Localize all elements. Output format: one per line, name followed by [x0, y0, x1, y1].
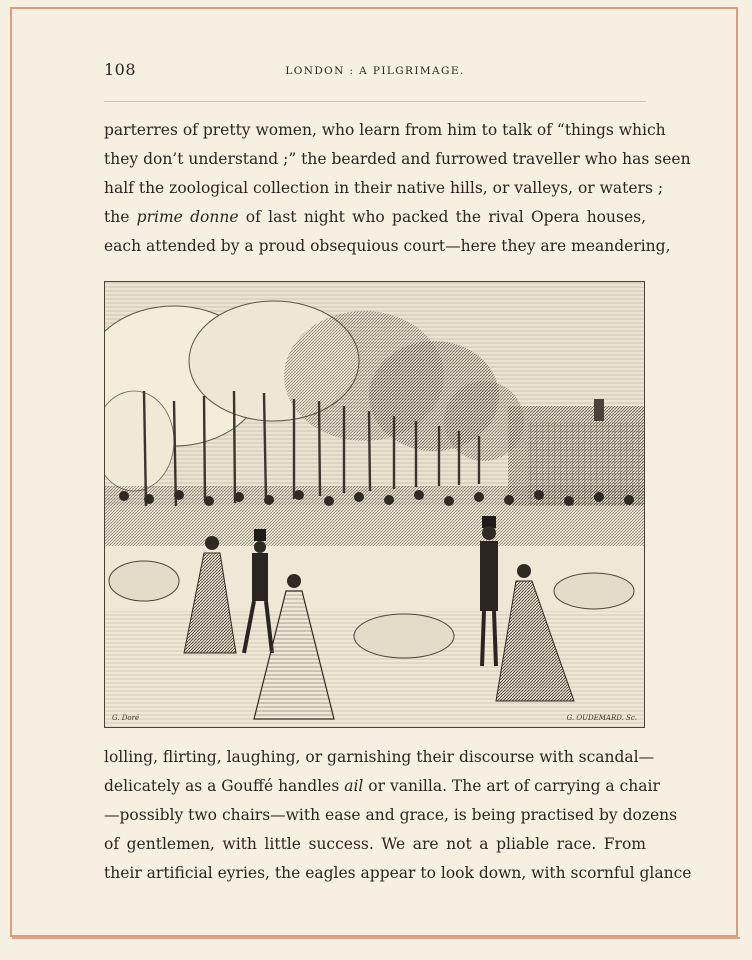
text-block-top: [104, 116, 691, 261]
bottom-rule: [12, 937, 740, 939]
text-segment: parterres of pretty women, who learn from him to talk of “things which: [104, 121, 666, 139]
text-block-bottom: [104, 743, 692, 888]
text-segment: they don’t understand ;” the bearded and furrowed traveller who has seen: [104, 150, 691, 168]
text-segment: of last night who packed the rival Opera houses,: [238, 208, 646, 226]
text-segment: —possibly two chairs—with ease and grace, is being practised by dozens: [104, 806, 678, 824]
crowd: [104, 486, 645, 546]
text-segment: delicately as a Gouffé handles: [104, 777, 345, 795]
text-line: [104, 859, 692, 888]
running-head: LONDON : A PILGRIMAGE.: [285, 65, 465, 77]
text-segment: their artificial eyries, the eagles appear to look down, with scornful glance: [104, 864, 692, 882]
text-line: [104, 145, 691, 174]
text-segment: or vanilla. The art of carrying a chair: [363, 777, 660, 795]
text-segment: the: [104, 208, 137, 226]
text-segment: of gentlemen, with little success. We are not a pliable race. From: [104, 835, 646, 853]
text-line: [104, 801, 678, 830]
text-line: [104, 203, 646, 232]
text-line: [104, 116, 666, 145]
italic-phrase: ail: [344, 777, 364, 795]
artist-signature: G. Doré: [112, 714, 140, 722]
page-header: [104, 60, 646, 90]
text-segment: half the zoological collection in their native hills, or valleys, or waters ;: [104, 179, 664, 197]
engraving-illustration: [104, 281, 645, 728]
engraver-signature: G. OUDEMARD. Sc.: [566, 714, 637, 722]
engraving-scene: [104, 281, 645, 728]
text-line: [104, 830, 646, 859]
text-line: [104, 772, 660, 801]
italic-phrase: prime donne: [136, 208, 239, 226]
text-segment: lolling, flirting, laughing, or garnishing their discourse with scandal—: [104, 748, 655, 766]
text-line: [104, 743, 655, 772]
header-rule: [104, 101, 646, 102]
text-line: [104, 232, 671, 261]
page-number: 108: [104, 60, 137, 79]
text-segment: each attended by a proud obsequious court—here they are meandering,: [104, 237, 671, 255]
text-line: [104, 174, 664, 203]
